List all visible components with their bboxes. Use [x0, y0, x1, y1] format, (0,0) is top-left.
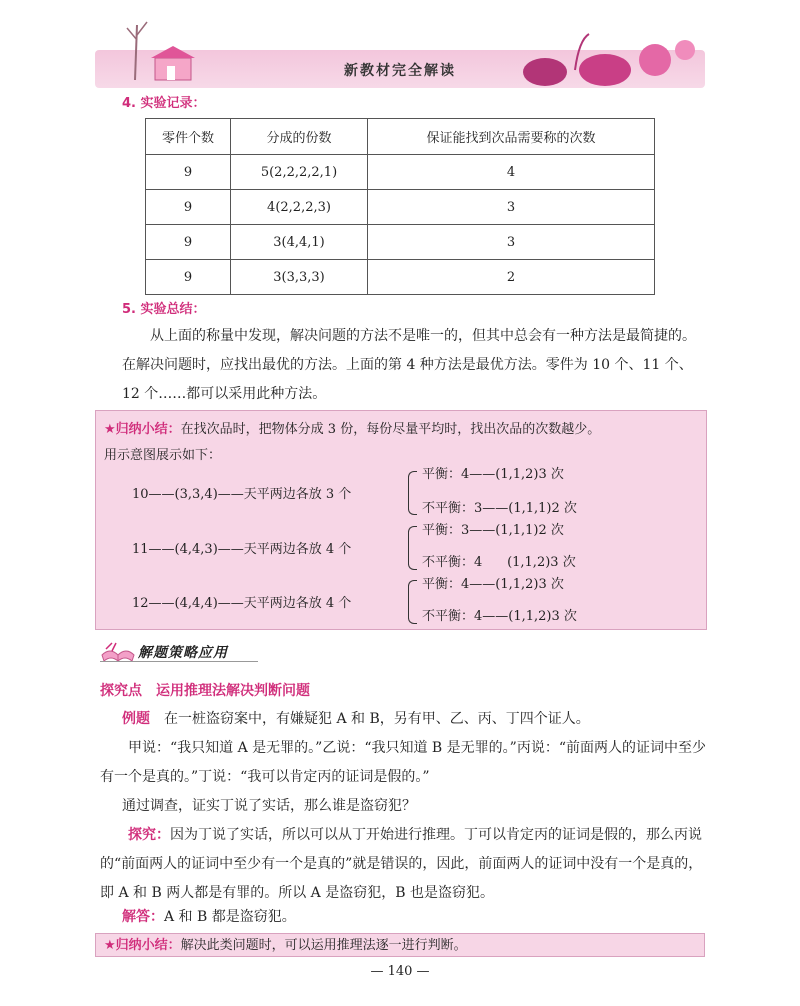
table-cell: 9	[146, 190, 231, 225]
brace	[408, 580, 417, 624]
header-banner	[95, 10, 705, 88]
example-text: 在一桩盗窃案中，有嫌疑犯 A 和 B，另有甲、乙、丙、丁四个证人。	[164, 711, 590, 727]
tree-branch-bottom: 不平衡：4 (1,1,2)3 次	[422, 555, 576, 570]
summary-text: 在找次品时，把物体分成 3 份，每份尽量平均时，找出次品的次数越少。	[180, 422, 601, 437]
tree-root-10: 10——(3,3,4)——天平两边各放 3 个	[132, 487, 352, 502]
strategy-heading	[100, 637, 260, 667]
table-cell: 2	[368, 260, 655, 295]
summary-label: ★归纳小结：	[104, 422, 181, 437]
col-header-weighings: 保证能找到次品需要称的次数	[368, 119, 655, 155]
strategy-title: 解题策略应用	[138, 645, 228, 661]
summary-2-text: 解决此类问题时，可以运用推理法逐一进行判断。	[180, 938, 467, 953]
analysis-text: 因为丁说了实话，所以可以从丁开始进行推理。丁可以肯定丙的证词是假的，那么丙说的“前面两人的证词中至少有一个是真的”就是错误的，因此，前面两人的证词中没有一个是真的，即 A 和 B 两人都是有罪的。所以 A 是盗窃犯，B 也是盗窃犯。	[100, 827, 703, 901]
table-cell: 3(4,4,1)	[231, 225, 368, 260]
table-cell: 9	[146, 260, 231, 295]
section-5-title: 5. 实验总结：	[122, 302, 206, 317]
book-icon	[100, 639, 136, 663]
table-cell: 4	[368, 155, 655, 190]
example-label: 例题	[122, 711, 150, 727]
summary-box	[95, 410, 707, 630]
tree-branch-top: 平衡：4——(1,1,2)3 次	[422, 467, 564, 482]
experiment-record-table	[145, 118, 655, 295]
table-cell: 5(2,2,2,2,1)	[231, 155, 368, 190]
table-cell: 4(2,2,2,3)	[231, 190, 368, 225]
table-header-row	[146, 119, 655, 155]
answer-text: A 和 B 都是盗窃犯。	[164, 909, 296, 925]
analysis-label: 探究：	[128, 827, 170, 843]
answer-line	[122, 903, 708, 932]
example-line	[122, 705, 708, 734]
col-header-groups: 分成的份数	[231, 119, 368, 155]
table-row	[146, 190, 655, 225]
summary-paragraph: 从上面的称量中发现，解决问题的方法不是唯一的，但其中总会有一种方法是最简捷的。在解决问题时，应找出最优的方法。上面的第 4 种方法是最优方法。零件为 10 个、11 个、12 个……都可以采用此种方法。	[122, 328, 696, 402]
summary-2-label: ★归纳小结：	[104, 938, 181, 953]
section-4-title: 4. 实验记录：	[122, 96, 206, 111]
col-header-parts: 零件个数	[146, 119, 231, 155]
table-row	[146, 260, 655, 295]
statement-paragraph: 甲说：“我只知道 A 是无罪的。”乙说：“我只知道 B 是无罪的。”丙说：“前面两人的证词中至少有一个是真的。”丁说：“我可以肯定丙的证词是假的。”	[100, 740, 706, 785]
page-number: — 140 —	[370, 964, 430, 979]
tree-branch-top: 平衡：3——(1,1,1)2 次	[422, 523, 564, 538]
table-cell: 9	[146, 225, 231, 260]
answer-label: 解答：	[122, 909, 164, 925]
brace	[408, 526, 417, 570]
divider	[100, 661, 258, 662]
summary-head	[104, 417, 700, 469]
tree-root-11: 11——(4,4,3)——天平两边各放 4 个	[132, 542, 352, 557]
summary-box-2	[95, 933, 705, 957]
table-cell: 3(3,3,3)	[231, 260, 368, 295]
analysis-paragraph	[100, 821, 706, 908]
tree-root-12: 12——(4,4,4)——天平两边各放 4 个	[132, 596, 352, 611]
header-title: 新教材完全解读	[344, 63, 456, 79]
table-cell: 9	[146, 155, 231, 190]
brace	[408, 471, 417, 515]
summary-text-2: 用示意图展示如下：	[104, 448, 222, 463]
table-cell: 3	[368, 225, 655, 260]
table-cell: 3	[368, 190, 655, 225]
explore-title: 探究点 运用推理法解决判断问题	[100, 683, 310, 699]
question-line: 通过调查，证实丁说了实话，那么谁是盗窃犯？	[122, 798, 416, 814]
tree-branch-bottom: 不平衡：3——(1,1,1)2 次	[422, 501, 577, 516]
table-row	[146, 225, 655, 260]
table-row	[146, 155, 655, 190]
tree-branch-top: 平衡：4——(1,1,2)3 次	[422, 577, 564, 592]
tree-branch-bottom: 不平衡：4——(1,1,2)3 次	[422, 609, 577, 624]
